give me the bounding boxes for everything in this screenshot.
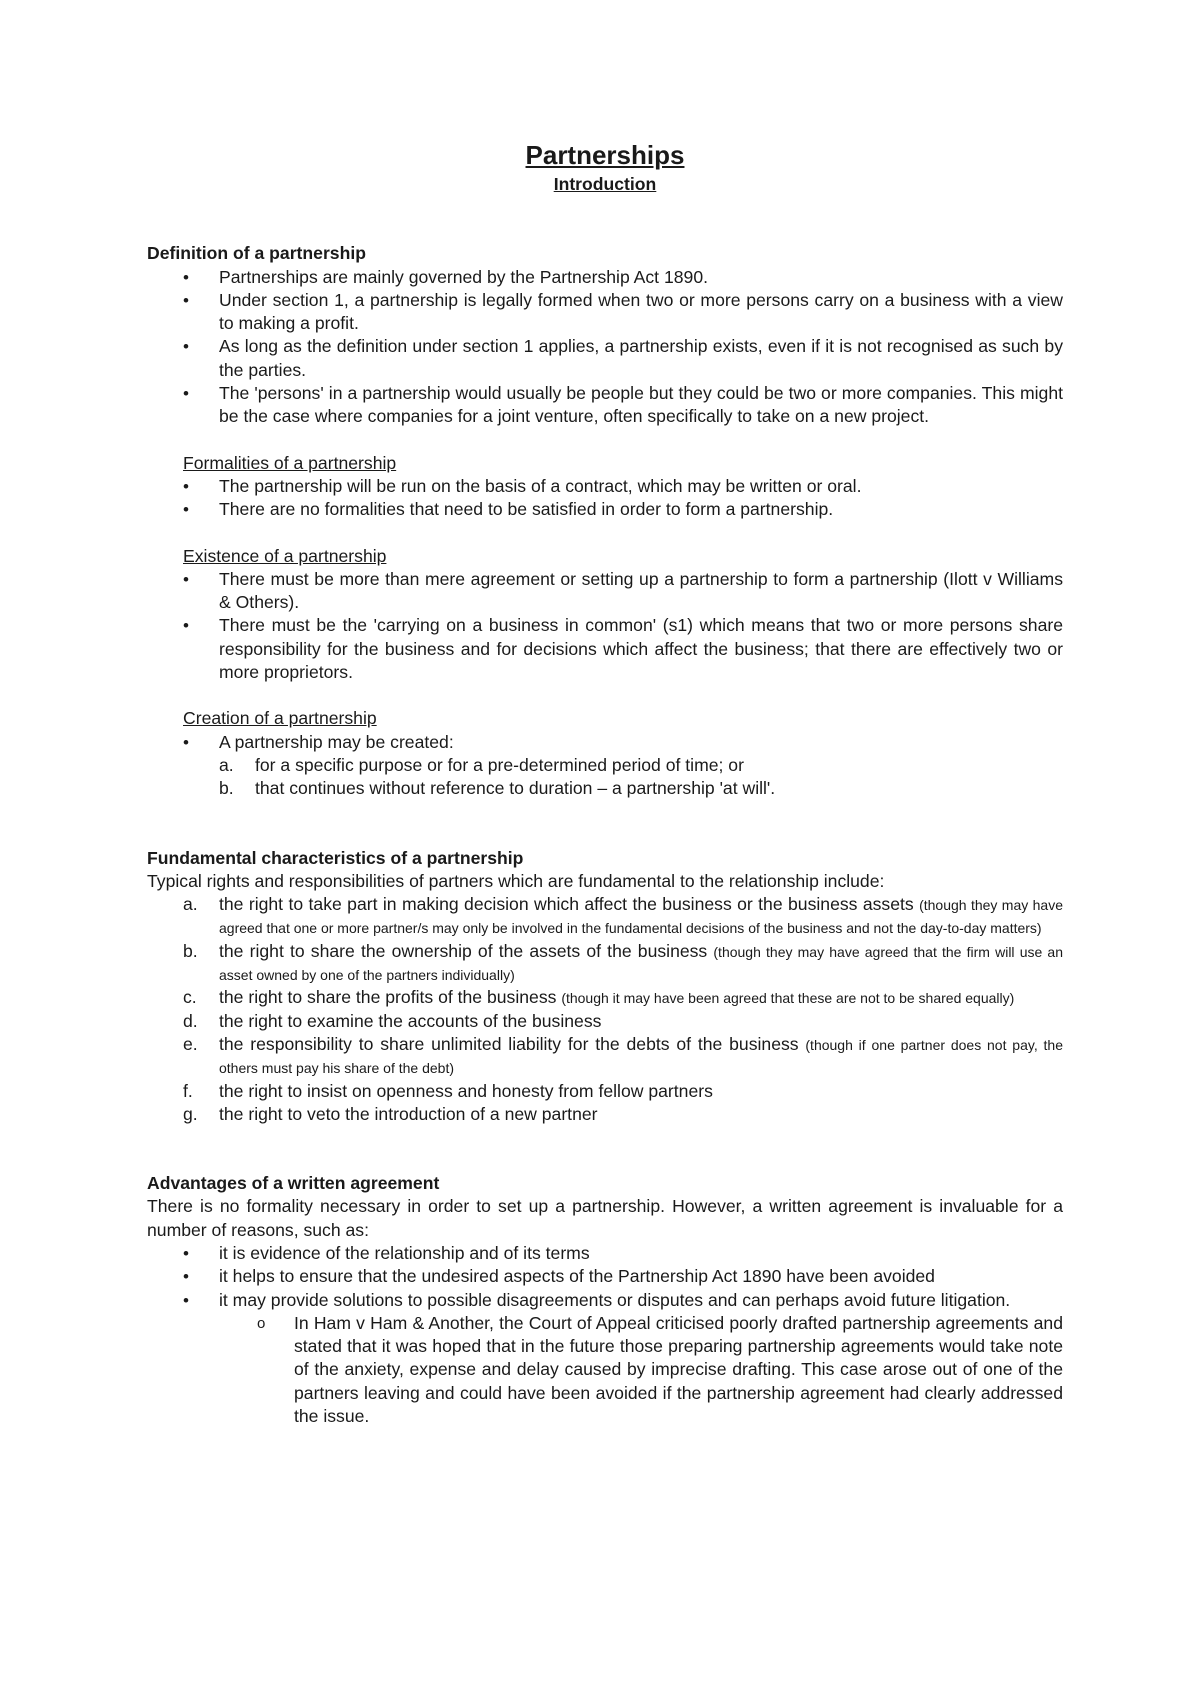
list-item [183,893,1063,940]
list-item: • The 'persons' in a partnership would usually be people but they could be two or more companies. This might be the case where companies for a joint venture, often specifically to take on a new project. [219,382,1063,429]
existence-heading: Existence of a partnership [183,545,387,566]
list-item: • There must be more than mere agreement or setting up a partnership to form a partnership (Ilott v Williams & Others). [219,568,1063,615]
list-note: (though it may have been agreed that these are not to be shared equally) [561,990,1015,1007]
list-item: • it may provide solutions to possible disagreements or disputes and can perhaps avoid future litigation. [219,1289,1063,1312]
list-item: • it helps to ensure that the undesired aspects of the Partnership Act 1890 have been avoided [219,1265,1063,1288]
fundamental-heading: Fundamental characteristics of a partnership [147,847,524,868]
formalities-list [147,475,1063,522]
list-item: • As long as the definition under section 1 applies, a partnership exists, even if it is not recognised as such by the parties. [219,335,1063,382]
list-note: (though they may have agreed that the firm will use an asset owned by one of the partners individually) [219,943,1063,984]
list-item: • Under section 1, a partnership is legally formed when two or more persons carry on a business with a view to making a profit. [219,289,1063,336]
fundamental-intro: Typical rights and responsibilities of partners which are fundamental to the relationship include: [147,870,885,891]
creation-list [147,731,1063,754]
advantages-sublist [147,1312,1063,1428]
list-text: for a specific purpose or for a pre-determined period of time; or [255,754,744,775]
list-item [219,777,1063,800]
list-item [183,1010,1063,1033]
document-page [147,140,1063,1428]
list-marker: d. [183,1010,198,1031]
list-marker: b. [183,940,198,961]
list-item [183,940,1063,987]
existence-list [147,568,1063,684]
list-marker: e. [183,1033,198,1054]
definition-list [147,266,1063,429]
document-title: Partnerships [525,140,685,170]
list-text: the right to share the profits of the business [219,987,557,1008]
advantages-list [147,1242,1063,1312]
list-item: • A partnership may be created: [219,731,1063,754]
list-marker: g. [183,1103,198,1124]
list-note: (though they may have agreed that one or more partner/s may only be involved in the fundamental decisions of the business and not the day-to-day matters) [219,897,1063,937]
list-item: o In Ham v Ham & Another, the Court of Appeal criticised poorly drafted partnership agreements and stated that it was hoped that in the future those preparing partnership agreements would take note of the anxiety, expense and delay caused by imprecise drafting. This case arose out of one of the partners leaving and could have been avoided if the partnership agreement had clearly addressed the issue. [294,1312,1063,1428]
list-text: the responsibility to share unlimited liability for the debts of the business [219,1033,799,1054]
list-item [183,1033,1063,1080]
fundamental-list [147,893,1063,1126]
list-text: the right to share the ownership of the assets of the business [219,940,708,961]
list-item: • it is evidence of the relationship and of its terms [219,1242,1063,1265]
list-item: • There must be the 'carrying on a business in common' (s1) which means that two or more persons share responsibility for the business and for decisions which affect the business; that there are effectively two or more proprietors. [219,614,1063,684]
list-text: the right to veto the introduction of a new partner [219,1103,598,1124]
advantages-heading: Advantages of a written agreement [147,1173,440,1194]
list-item [219,754,1063,777]
list-note: (though if one partner does not pay, the others must pay his share of the debt) [219,1036,1063,1077]
advantages-intro: There is no formality necessary in order to set up a partnership. However, a written agreement is invaluable for a number of reasons, such as: [147,1196,1063,1240]
list-marker: f. [183,1080,193,1101]
document-subtitle: Introduction [553,174,657,194]
list-marker: b. [219,778,234,799]
list-item [183,986,1063,1009]
list-text: the right to insist on openness and honesty from fellow partners [219,1080,713,1101]
creation-sublist [147,754,1063,801]
list-marker: a. [183,894,198,915]
list-marker: a. [219,754,234,775]
list-item: • The partnership will be run on the basis of a contract, which may be written or oral. [219,475,1063,498]
list-item [183,1080,1063,1103]
list-item [183,1103,1063,1126]
list-text: the right to take part in making decision which affect the business or the business assets [219,894,914,915]
list-marker: c. [183,987,197,1008]
list-item: • Partnerships are mainly governed by the Partnership Act 1890. [219,266,1063,289]
definition-heading: Definition of a partnership [147,243,366,264]
list-text: the right to examine the accounts of the business [219,1010,602,1031]
list-item: • There are no formalities that need to be satisfied in order to form a partnership. [219,498,1063,521]
formalities-heading: Formalities of a partnership [183,452,397,473]
creation-heading: Creation of a partnership [183,708,377,729]
list-text: that continues without reference to duration – a partnership 'at will'. [255,778,776,799]
